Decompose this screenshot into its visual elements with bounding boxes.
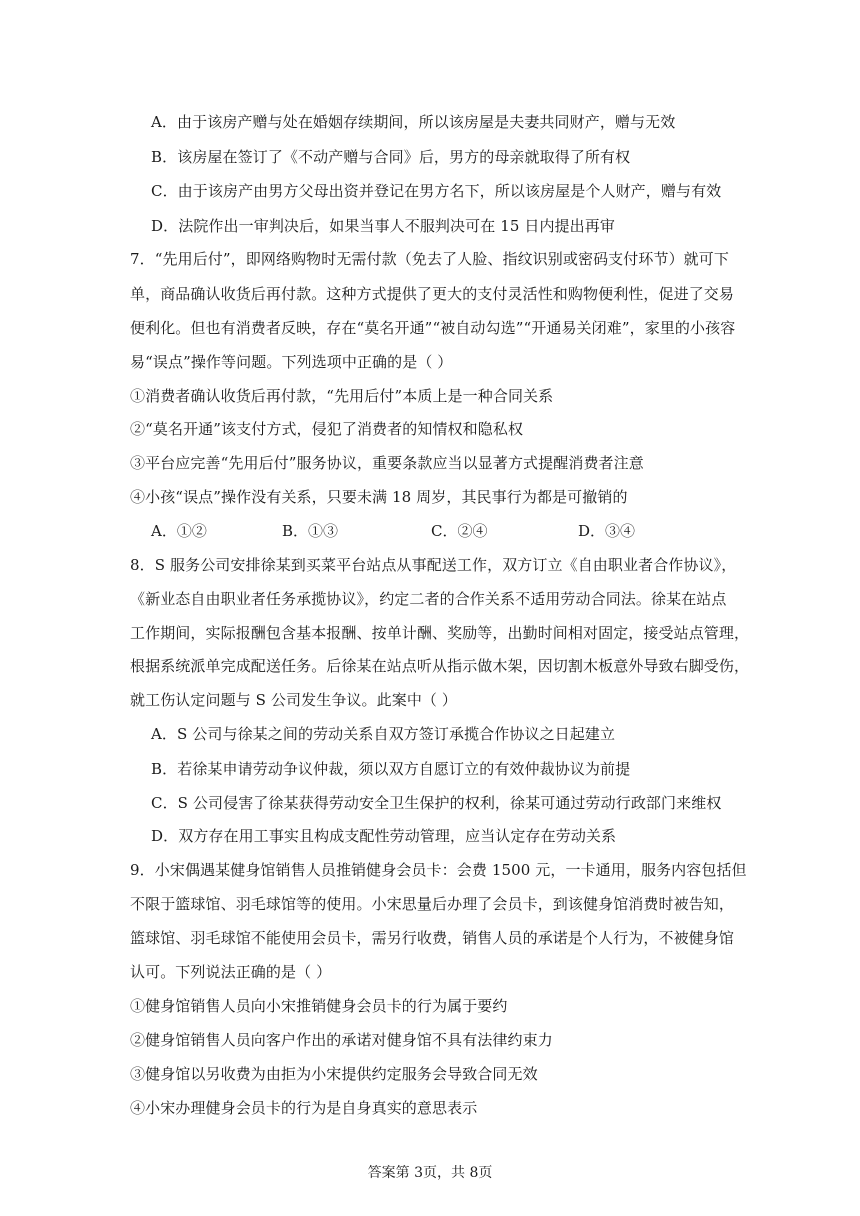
q8-option-c: C．S 公司侵害了徐某获得劳动安全卫生保护的权利，徐某可通过劳动行政部门来维权 <box>151 794 722 812</box>
q9-statement-4: ④小宋办理健身会员卡的行为是自身真实的意思表示 <box>130 1099 478 1117</box>
q7-options-row <box>0 521 860 541</box>
q6-option-c: C．由于该房产由男方父母出资并登记在男方名下，所以该房屋是个人财产，赠与有效 <box>151 182 722 200</box>
q8-option-d: D．双方存在用工事实且构成支配性劳动管理，应当认定存在劳动关系 <box>151 827 617 845</box>
q6-option-a: A．由于该房产赠与处在婚姻存续期间，所以该房屋是夫妻共同财产，赠与无效 <box>151 113 676 131</box>
q9-stem-line-4: 认可。下列说法正确的是（ ） <box>130 963 332 981</box>
q7-option-a: A．①② <box>151 522 207 540</box>
q7-statement-3: ③平台应完善“先用后付”服务协议，重要条款应当以显著方式提醒消费者注意 <box>130 454 644 472</box>
q9-stem-line-2: 不限于篮球馆、羽毛球馆等的使用。小宋思量后办理了会员卡，到该健身馆消费时被告知， <box>130 895 735 913</box>
q7-stem-line-3: 便利化。但也有消费者反映，存在“莫名开通”“被自动勾选”“开通易关闭难”，家里的小孩容 <box>130 319 736 337</box>
q7-statement-4: ④小孩“误点”操作没有关系，只要未满 18 周岁，其民事行为都是可撤销的 <box>130 488 628 506</box>
q7-option-c: C．②④ <box>431 522 488 540</box>
q9-stem-line-3: 篮球馆、羽毛球馆不能使用会员卡，需另行收费，销售人员的承诺是个人行为，不被健身馆 <box>130 929 735 947</box>
q8-stem-line-3: 工作期间，实际报酬包含基本报酬、按单计酬、奖励等，出勤时间相对固定，接受站点管理， <box>130 624 750 642</box>
q9-statement-2: ②健身馆销售人员向客户作出的承诺对健身馆不具有法律约束力 <box>130 1031 553 1049</box>
q8-stem-line-5: 就工伤认定问题与 S 公司发生争议。此案中（ ） <box>130 691 457 709</box>
page-footer: 答案第 3页，共 8页 <box>367 1165 493 1181</box>
q8-option-b: B．若徐某申请劳动争议仲裁，须以双方自愿订立的有效仲裁协议为前提 <box>151 760 631 778</box>
q7-stem-line-2: 单，商品确认收货后再付款。这种方式提供了更大的支付灵活性和购物便利性，促进了交易 <box>130 285 735 303</box>
q7-statement-2: ②“莫名开通”该支付方式，侵犯了消费者的知情权和隐私权 <box>130 420 524 438</box>
q6-option-d: D．法院作出一审判决后，如果当事人不服判决可在 15 日内提出再审 <box>151 217 615 235</box>
q8-stem-line-1: 8．S 服务公司安排徐某到买菜平台站点从事配送工作，双方订立《自由职业者合作协议》， <box>130 556 737 574</box>
q6-option-b: B．该房屋在签订了《不动产赠与合同》后，男方的母亲就取得了所有权 <box>151 148 631 166</box>
q7-stem-line-1: 7．“先用后付”，即网络购物时无需付款（免去了人脸、指纹识别或密码支付环节）就可下 <box>130 250 729 268</box>
q7-statement-1: ①消费者确认收货后再付款，“先用后付”本质上是一种合同关系 <box>130 387 554 405</box>
q8-stem-line-4: 根据系统派单完成配送任务。后徐某在站点听从指示做木架，因切割木板意外导致右脚受伤， <box>130 657 750 675</box>
q7-option-b: B．①③ <box>282 522 339 540</box>
q7-option-d: D．③④ <box>578 522 636 540</box>
q9-stem-line-1: 9．小宋偶遇某健身馆销售人员推销健身会员卡：会费 1500 元，一卡通用，服务内容包括但 <box>130 861 747 879</box>
q9-statement-1: ①健身馆销售人员向小宋推销健身会员卡的行为属于要约 <box>130 997 508 1015</box>
q8-stem-line-2: 《新业态自由职业者任务承揽协议》，约定二者的合作关系不适用劳动合同法。徐某在站点 <box>130 590 727 608</box>
q8-option-a: A．S 公司与徐某之间的劳动关系自双方签订承揽合作协议之日起建立 <box>151 725 616 743</box>
q9-statement-3: ③健身馆以另收费为由拒为小宋提供约定服务会导致合同无效 <box>130 1065 538 1083</box>
q7-stem-line-4: 易“误点”操作等问题。下列选项中正确的是（ ） <box>130 353 453 371</box>
